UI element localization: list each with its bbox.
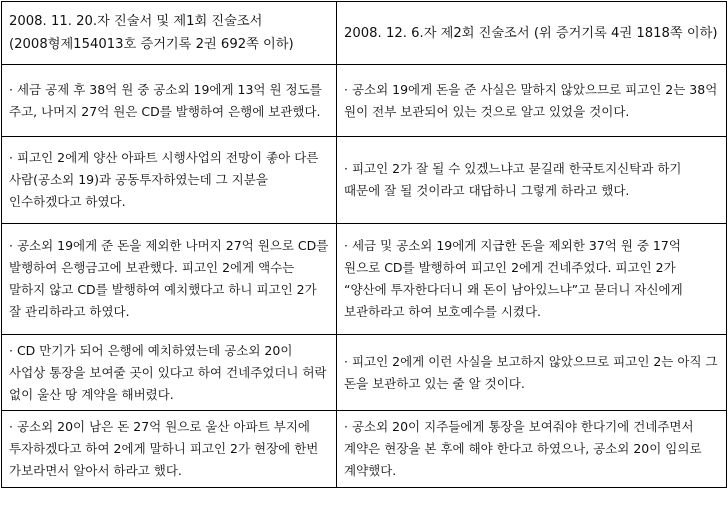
table-cell-left: · CD 만기가 되어 은행에 예치하였는데 공소외 20이 사업상 통장을 보여줄 곳이 있다고 하여 건네주었더니 허락 없이 울산 땅 계약을 해버렸다. [2,335,337,411]
table-row [2,411,727,488]
table-cell-right: · 공소외 19에게 돈을 준 사실은 말하지 않았으므로 피고인 2는 38억 원이 전부 보관되어 있는 것으로 알고 있었을 것이다. [337,65,727,137]
table-cell-left: · 공소외 20이 남은 돈 27억 원으로 울산 아파트 부지에 투자하겠다고 하여 2에게 말하니 피고인 2가 현장에 한번 가보라면서 알아서 하라고 했다. [2,411,337,488]
table-row [2,335,727,411]
table-cell-right: · 세금 및 공소외 19에게 지급한 돈을 제외한 37억 원 중 17억 원으로 CD를 발행하여 피고인 2에게 건네주었다. 피고인 2가 “양산에 투자한다더니 왜 돈이 남아있느냐”고 묻더니 자신에게 보관하라고 하여 보호예수를 시켰다. [337,224,727,335]
header-cell-left: 2008. 11. 20.자 진술서 및 제1회 진술조서 (2008형제154013호 증거기록 2권 692쪽 이하) [2,2,337,65]
table-cell-left: · 공소외 19에게 준 돈을 제외한 나머지 27억 원으로 CD를 발행하여 은행금고에 보관했다. 피고인 2에게 액수는 말하지 않고 CD를 발행하여 예치했다고 하니 피고인 2가 잘 관리하라고 하였다. [2,224,337,335]
table-row [2,65,727,137]
table-cell-right: · 공소외 20이 지주들에게 통장을 보여줘야 한다기에 건네주면서 계약은 현장을 본 후에 해야 한다고 하였으나, 공소외 20이 임의로 계약했다. [337,411,727,488]
table-cell-left: · 피고인 2에게 양산 아파트 시행사업의 전망이 좋아 다른 사람(공소외 19)과 공동투자하였는데 그 지분을 인수하겠다고 하였다. [2,137,337,224]
table-cell-left: · 세금 공제 후 38억 원 중 공소외 19에게 13억 원 정도를 주고, 나머지 27억 원은 CD를 발행하여 은행에 보관했다. [2,65,337,137]
table-cell-right: · 피고인 2가 잘 될 수 있겠느냐고 묻길래 한국토지신탁과 하기 때문에 잘 될 것이라고 대답하니 그렇게 하라고 했다. [337,137,727,224]
table-row [2,224,727,335]
statement-comparison-table [1,1,727,488]
table-header-row [2,2,727,65]
table-row [2,137,727,224]
header-cell-right: 2008. 12. 6.자 제2회 진술조서 (위 증거기록 4권 1818쪽 이하) [337,2,727,65]
table-cell-right: · 피고인 2에게 이런 사실을 보고하지 않았으므로 피고인 2는 아직 그 돈을 보관하고 있는 줄 알 것이다. [337,335,727,411]
